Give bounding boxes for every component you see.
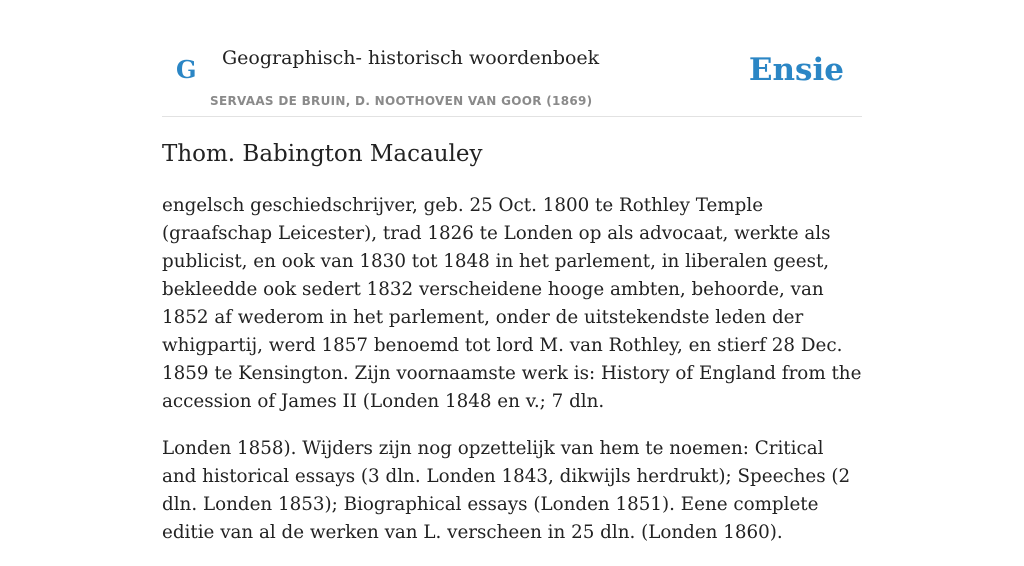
entry-paragraph: engelsch geschiedschrijver, geb. 25 Oct. 1800 te Rothley Temple (graafschap Leicester), trad 1826 te Londen op als advocaat, werkte als publicist, en ook van 1830 tot 1848 in het parlement, in liberalen geest, bekleedde ook sedert 1832 verscheidene hooge ambten, behoorde, van 1852 af wederom in het parlement, onder de uitstekendste leden der whigpartij, werd 1857 benoemd tot lord M. van Rothley, en stierf 28 Dec. 1859 te Kensington. Zijn voornaamste werk is: History of England from the accession of James II (Londen 1848 en v.; 7 dln. — [162, 195, 862, 412]
entry-body — [162, 192, 862, 566]
book-title-link[interactable]: Geographisch- historisch woordenboek — [222, 47, 600, 69]
page-header — [162, 0, 862, 117]
book-authors: SERVAAS DE BRUIN, D. NOOTHOVEN VAN GOOR (1869) — [210, 94, 593, 108]
entry-title: Thom. Babington Macauley — [162, 141, 483, 167]
ensie-logo[interactable]: Ensie — [748, 52, 844, 88]
entry-paragraph: Londen 1858). Wijders zijn nog opzettelijk van hem te noemen: Critical and historical essays (3 dln. Londen 1843, dikwijls herdrukt); Speeches (2 dln. Londen 1853); Biographical essays (Londen 1851). Eene complete editie van al de werken van L. verscheen in 25 dln. (Londen 1860). — [162, 438, 851, 543]
book-letter-icon[interactable]: G — [176, 55, 197, 84]
